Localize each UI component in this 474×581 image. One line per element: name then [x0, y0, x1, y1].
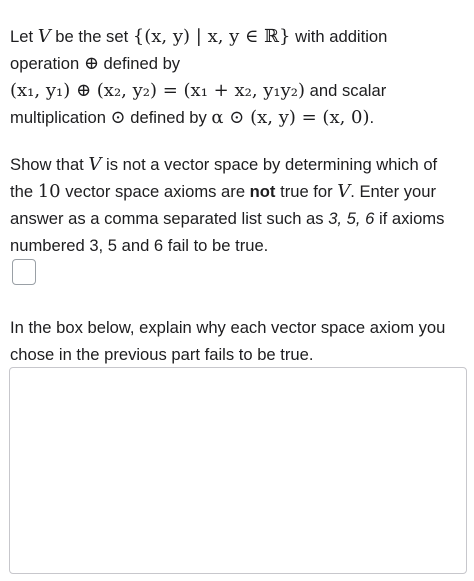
explanation-textarea[interactable] — [9, 367, 467, 574]
text: if axioms — [374, 209, 445, 228]
problem-line-1 — [10, 23, 470, 50]
question1-line-2 — [10, 178, 470, 205]
question-explanation — [10, 314, 470, 368]
problem-statement — [10, 23, 470, 131]
text: Let — [10, 27, 38, 46]
text: defined by — [98, 54, 181, 73]
math-set-v: V — [88, 154, 102, 175]
text: true for — [275, 182, 338, 201]
question1-line-3 — [10, 205, 470, 232]
problem-line-3 — [10, 77, 470, 104]
text: answer as a comma separated list such as — [10, 209, 329, 228]
math-addition-definition: (x₁, y₁) ⊕ (x₂, y₂) = (x₁ + x₂, y₁y₂) — [10, 80, 306, 101]
text: Show that — [10, 155, 89, 174]
example-list: 3, 5, 6 — [328, 209, 375, 228]
text: with addition — [290, 27, 388, 46]
text: . Enter your — [350, 182, 437, 201]
text: vector space axioms are — [60, 182, 250, 201]
math-scalar-definition: α ⊙ (x, y) = (x, 0) — [211, 107, 370, 128]
odot-symbol: ⊙ — [110, 107, 126, 128]
text: numbered 3, 5 and 6 fail to be true. — [10, 236, 269, 255]
text: is not a vector space by determining which of — [101, 155, 438, 174]
math-set-v: V — [337, 181, 351, 202]
math-set-v: V — [37, 26, 51, 47]
question1-line-1 — [10, 151, 470, 178]
question2-line-1: In the box below, explain why each vector space axiom you — [10, 318, 446, 337]
text: defined by — [125, 108, 212, 127]
math-number-ten: 10 — [37, 181, 61, 202]
text: and scalar — [305, 81, 387, 100]
emphasis-not: not — [249, 182, 276, 201]
problem-line-4 — [10, 104, 470, 131]
problem-line-2 — [10, 50, 470, 77]
axioms-answer-input[interactable] — [12, 259, 36, 285]
text: multiplication — [10, 108, 111, 127]
question-axioms — [10, 151, 470, 259]
question2-line-2: chose in the previous part fails to be true. — [10, 345, 314, 364]
text: operation — [10, 54, 84, 73]
text: . — [369, 108, 375, 127]
math-set-definition: {(x, y) | x, y ∈ ℝ} — [132, 26, 291, 47]
question1-line-4 — [10, 232, 470, 259]
oplus-symbol: ⊕ — [83, 53, 99, 74]
text: the — [10, 182, 38, 201]
text: be the set — [50, 27, 133, 46]
